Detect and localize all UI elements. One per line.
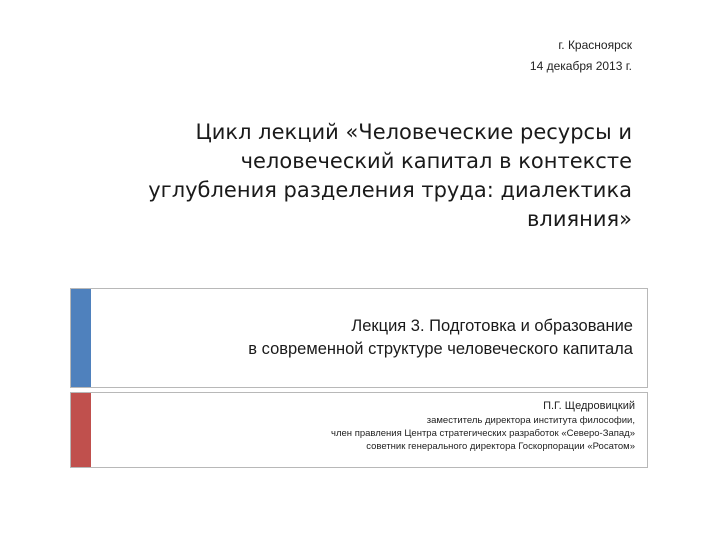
lecture-subtitle [248,315,633,361]
title-line: Цикл лекций «Человеческие ресурсы и [195,120,632,144]
author-position: советник генерального директора Госкорпорации «Росатом» [366,441,635,452]
author-accent-bar [71,393,91,467]
lecture-series-title [72,118,632,234]
lecture-box [70,288,648,388]
title-line: человеческий капитал в контексте [240,149,632,173]
author-box [70,392,648,468]
city-label: г. Красноярск [558,38,632,52]
date-label: 14 декабря 2013 г. [529,59,632,73]
author-position: член правления Центра стратегических разработок «Северо-Запад» [331,428,635,439]
title-line: углубления разделения труда: диалектика [148,178,632,202]
author-name: П.Г. Щедровицкий [543,400,635,412]
lecture-line: в современной структуре человеческого капитала [248,340,633,358]
title-line: влияния» [527,207,632,231]
lecture-accent-bar [71,289,91,387]
author-position: заместитель директора института философии, [426,415,635,426]
author-info [331,399,635,453]
lecture-line: Лекция 3. Подготовка и образование [351,317,633,335]
